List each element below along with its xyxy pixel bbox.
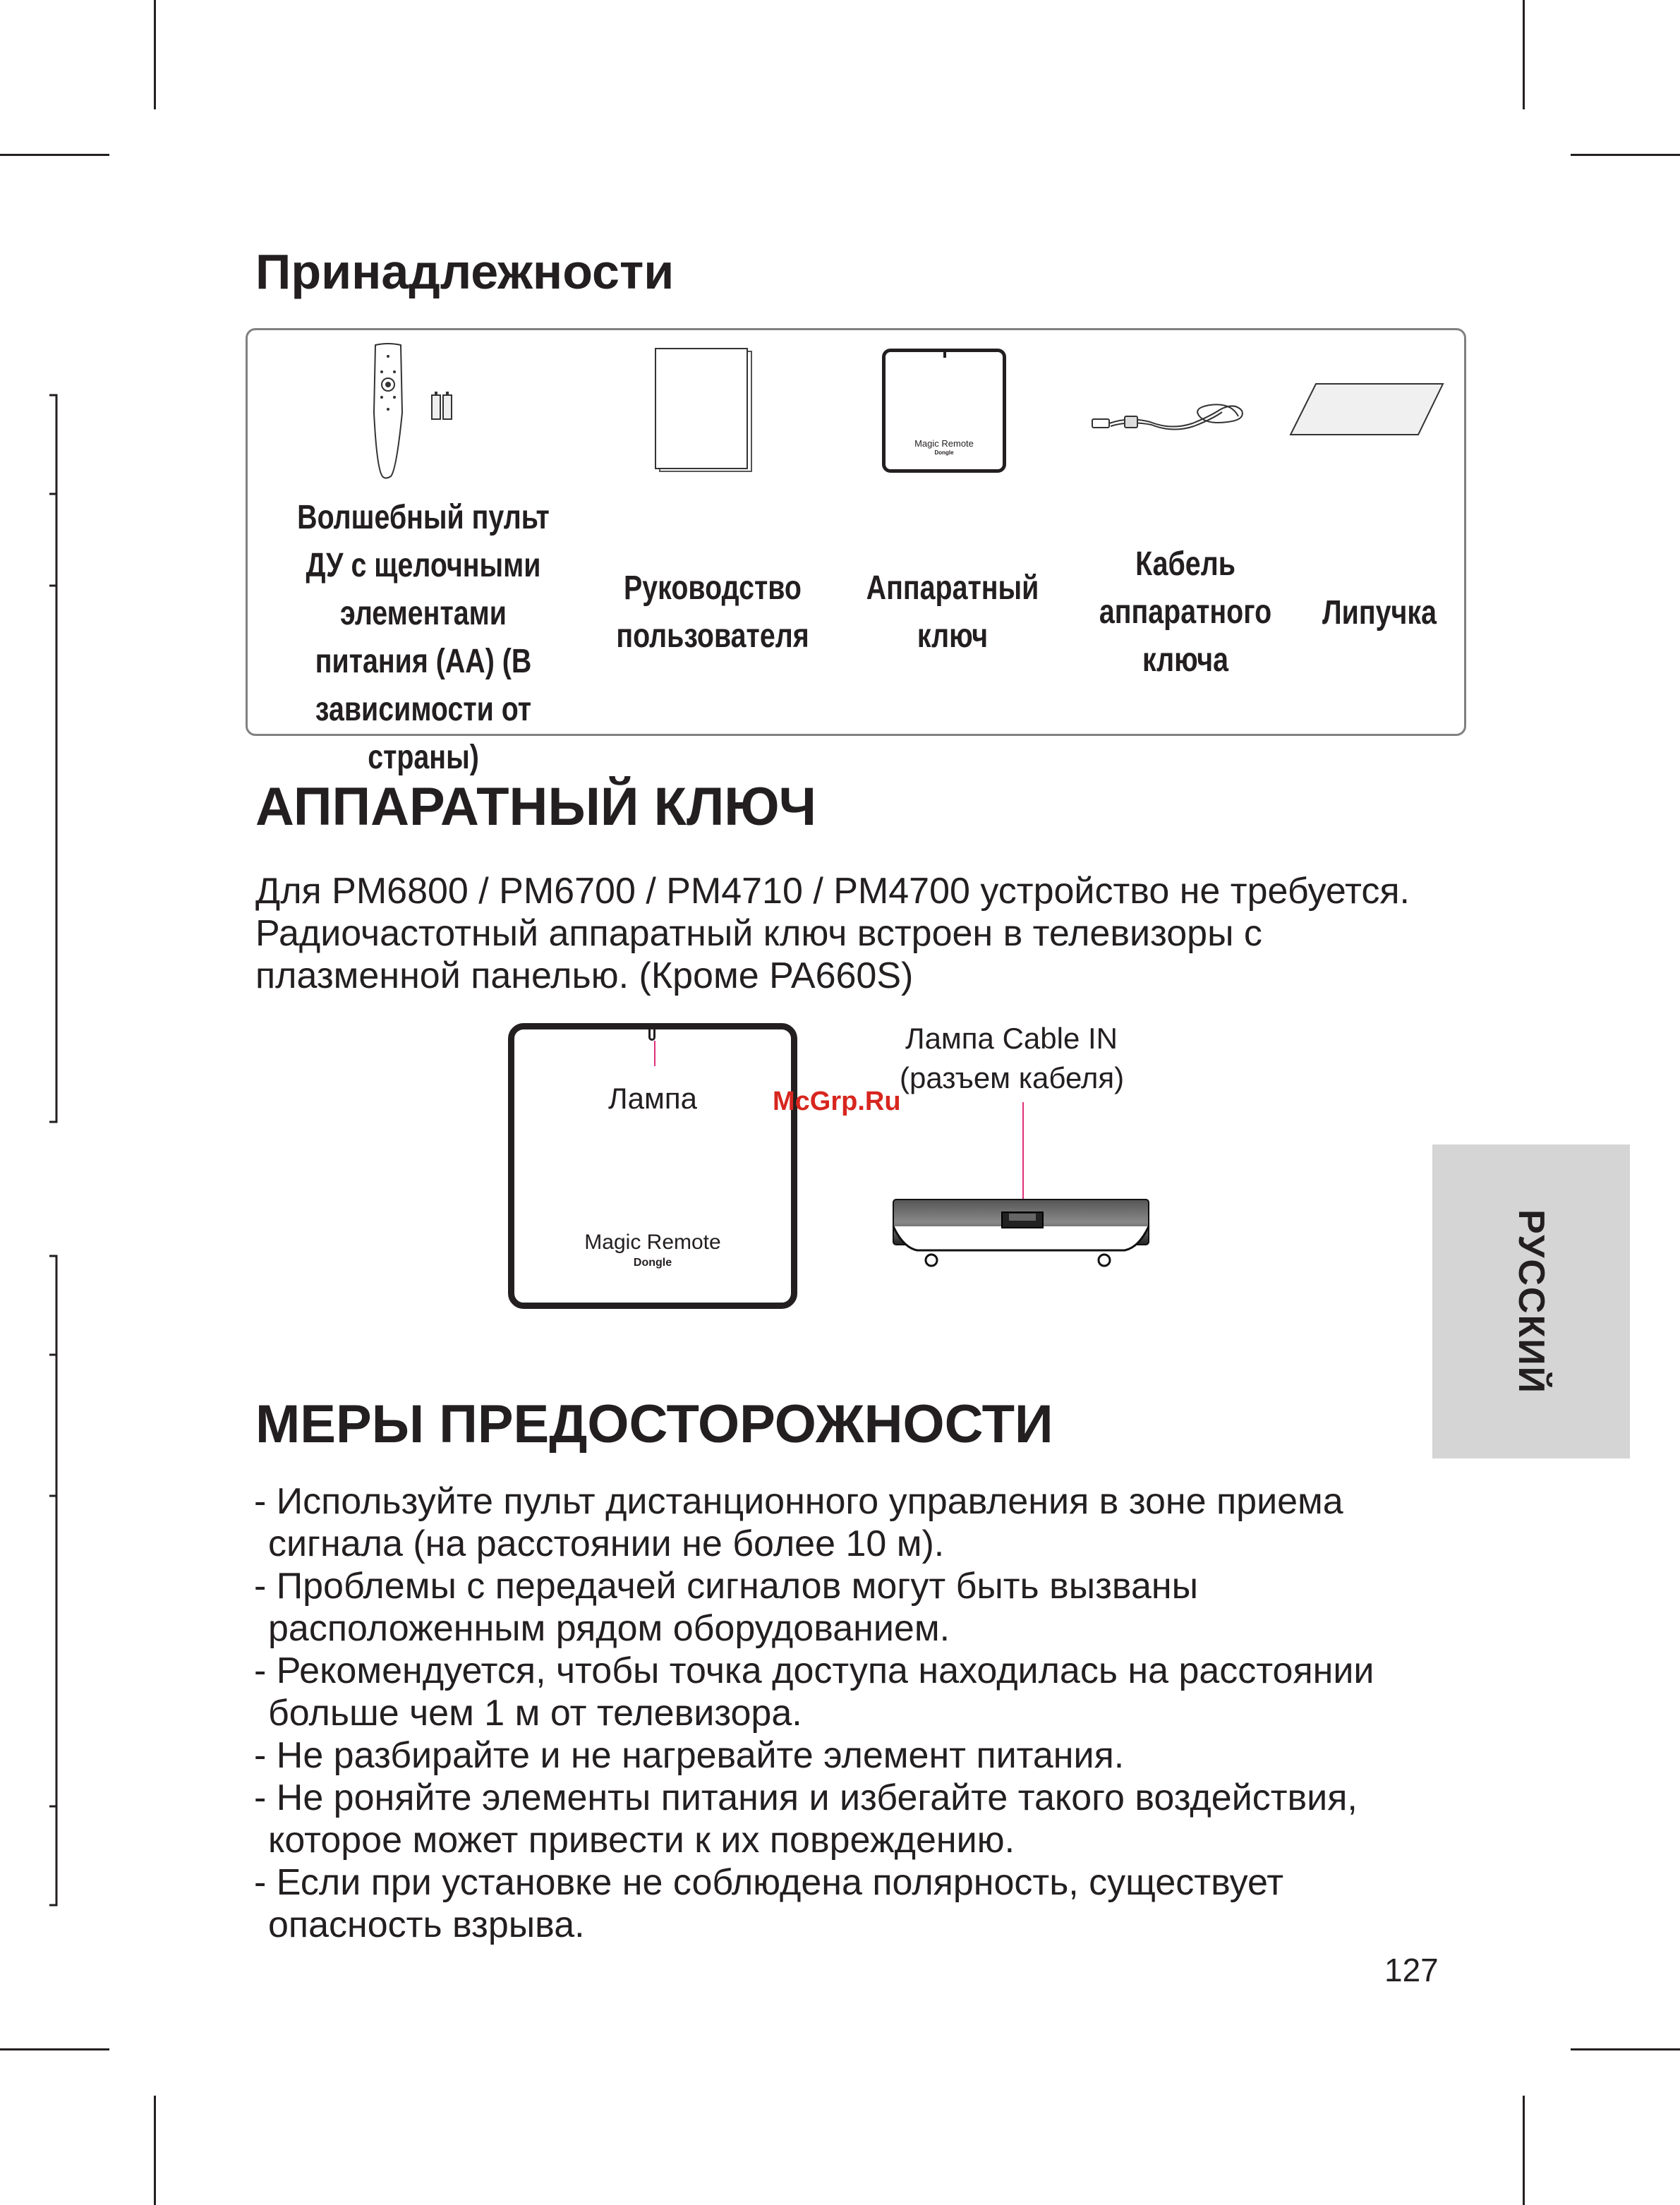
crop-mark: [0, 2048, 109, 2050]
crop-mark: [154, 2096, 156, 2205]
dongle-device-sub: Dongle: [633, 1257, 672, 1269]
precaution-item: - Если при установке не соблюдена полярность, существует опасность взрыва.: [254, 1862, 1284, 1945]
crop-mark: [1571, 2048, 1680, 2050]
dongle-icon: [882, 349, 1006, 473]
crop-mark: [0, 154, 109, 156]
crop-mark: [1571, 154, 1680, 156]
crop-mark: [154, 0, 156, 109]
accessory-label-dongle: Аппаратный ключ: [866, 569, 1039, 655]
manual-icon: [653, 346, 759, 476]
dongle-large: [508, 1023, 797, 1309]
accessories-title: Принадлежности: [255, 244, 675, 299]
accessory-label-cable: Кабель аппаратного ключа: [1099, 545, 1272, 679]
accessory-label-manual: Руководство пользователя: [616, 569, 809, 655]
dongle-small-sub: Dongle: [934, 449, 954, 456]
accessory-label-remote: Волшебный пульт ДУ с щелочными элементами питания (AA) (В зависимости от страны): [297, 499, 550, 776]
cable-in-label-sub: (разъем кабеля): [900, 1061, 1125, 1094]
dongle-small-name: Magic Remote: [914, 438, 974, 449]
precaution-item: - Не разбирайте и не нагревайте элемент питания.: [254, 1735, 1125, 1776]
cable-in-label: Лампа Cable IN: [905, 1022, 1118, 1055]
dongle-side-view: [889, 1101, 1154, 1270]
velcro-icon: [1288, 381, 1446, 437]
crop-mark: [1523, 0, 1525, 109]
precaution-item: - Не роняйте элементы питания и избегайте такого воздействия, которое может привести к их повреждению.: [254, 1777, 1358, 1861]
dongle-section-title: АППАРАТНЫЙ КЛЮЧ: [255, 777, 817, 837]
language-tab-label: РУССКИЙ: [1511, 1209, 1552, 1394]
remote-with-batteries-icon: [367, 342, 459, 483]
cable-icon: [1087, 395, 1249, 445]
precaution-item: - Проблемы с передачей сигналов могут быть вызваны расположенным рядом оборудованием.: [254, 1566, 1198, 1649]
dongle-device-name: Magic Remote: [584, 1231, 721, 1254]
lamp-label: Лампа: [608, 1082, 697, 1115]
precautions-title: МЕРЫ ПРЕДОСТОРОЖНОСТИ: [255, 1394, 1053, 1454]
precaution-item: - Рекомендуется, чтобы точка доступа находилась на расстоянии больше чем 1 м от телевизора.: [254, 1650, 1374, 1734]
language-tab: [1432, 1144, 1630, 1458]
precautions-list: [254, 1480, 1454, 1946]
accessory-label-velcro: Липучка: [1322, 594, 1437, 632]
watermark: McGrp.Ru: [773, 1087, 901, 1116]
crop-mark: [1523, 2096, 1525, 2205]
dongle-description: Для PM6800 / PM6700 / PM4710 / PM4700 устройство не требуется. Радиочастотный аппаратный ключ встроен в телевизоры с плазменной панелью. (Кроме PA660S): [255, 871, 1410, 996]
page-number: 127: [1384, 1952, 1439, 1988]
binding-marks: [42, 381, 64, 1912]
precaution-item: - Используйте пульт дистанционного управления в зоне приема сигнала (на расстоянии не более 10 м).: [254, 1481, 1343, 1564]
